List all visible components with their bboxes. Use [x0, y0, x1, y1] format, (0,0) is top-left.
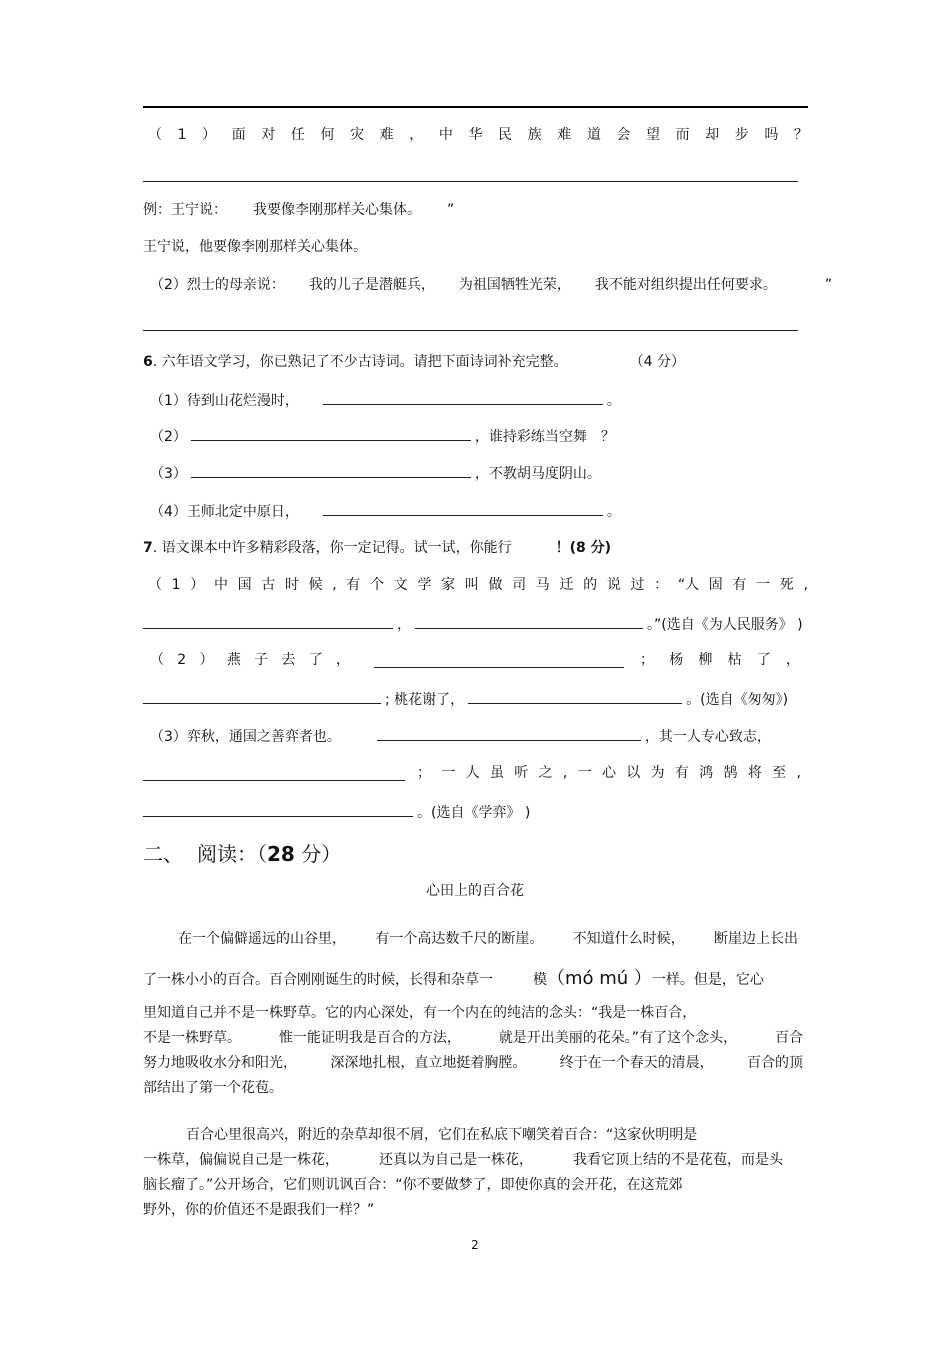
q5-example: 例：王宁说： 我要像李刚那样关心集体。 ”	[143, 202, 455, 218]
article-p1-line2: 了一株小小的百合。百合刚刚诞生的时候，长得和杂草一 模（mó mú ）一样。但是，它心	[143, 968, 764, 989]
answer-line-q5-2[interactable]	[143, 330, 798, 331]
page-number: 2	[471, 1238, 479, 1252]
answer-blank[interactable]	[468, 689, 682, 704]
article-p1-line1: 在一个偏僻遥远的山谷里， 有一个高达数千尺的断崖。 不知道什么时候， 断崖边上长出	[178, 931, 798, 947]
article-p2-line2: 一株草，偏偏说自己是一株花， 还真以为自己是一株花， 我看它顶上结的不是花苞，而是头	[143, 1152, 783, 1168]
q6-heading: 6. 六年语文学习，你已熟记了不少古诗词。请把下面诗词补充完整。 （4 分）	[143, 354, 686, 370]
q5-item1: （ 1 ） 面 对 任 何 灾 难 ， 中 华 民 族 难 道 会 望 而 却 步 吗 ？	[148, 127, 808, 143]
q5-item2: （2）烈士的母亲说： 我的儿子是潜艇兵， 为祖国牺牲光荣， 我不能对组织提出任何要求。 ”	[150, 277, 833, 293]
q7-item1-line2: ， 。”(选自《为人民服务》 )	[143, 614, 803, 634]
article-p1-line4: 不是一株野草。 惟一能证明我是百合的方法， 就是开出美丽的花朵。”有了这个念头， 百合	[143, 1030, 803, 1046]
answer-blank[interactable]	[374, 653, 624, 668]
q7-heading: 7. 语文课本中许多精彩段落，你一定记得。试一试，你能行 ！(8 分)	[143, 540, 612, 556]
article-p1-line5: 努力地吸收水分和阳光， 深深地扎根，直立地挺着胸膛。 终于在一个春天的清晨， 百合的顶	[143, 1055, 803, 1071]
article-p2-line1: 百合心里很高兴，附近的杂草却很不屑，它们在私底下嘲笑着百合：“这家伙明明是	[186, 1127, 698, 1143]
q7-item1: （ 1 ） 中 国 古 时 候 , 有 个 文 学 家 叫 做 司 马 迁 的 说 过 ： “人 固 有 一 死 ,	[148, 577, 808, 593]
article-p2-line3: 脑长瘤了。”公开场合，它们则讥讽百合：“你不要做梦了，即使你真的会开花，在这荒郊	[143, 1177, 683, 1193]
q6-line4: （4）王师北定中原日， 。	[150, 501, 621, 521]
answer-blank[interactable]	[143, 689, 381, 704]
q6-line2: （2） ，谁持彩练当空舞 ？	[150, 426, 615, 446]
article-p1-line6: 部结出了第一个花苞。	[143, 1080, 283, 1096]
answer-line-q5-1[interactable]	[143, 181, 798, 182]
article-title: 心田上的百合花	[426, 883, 524, 899]
q7-item2-line2: ; 桃花谢了， 。(选自《匆匆》)	[143, 689, 788, 709]
answer-blank[interactable]	[323, 501, 603, 516]
answer-blank[interactable]	[143, 614, 393, 629]
article-p1-line3: 里知道自己并不是一株野草。它的内心深处，有一个内在的纯洁的念头：“我是一株百合，	[143, 1005, 697, 1021]
answer-blank[interactable]	[191, 426, 471, 441]
answer-blank[interactable]	[191, 463, 471, 478]
q6-line1: （1）待到山花烂漫时， 。	[150, 390, 621, 410]
answer-blank[interactable]	[377, 726, 641, 741]
q6-line3: （3） ，不教胡马度阴山。	[150, 463, 601, 483]
section-heading: 二、 阅读：（28 分）	[143, 842, 342, 866]
q7-item3: （3）弈秋，通国之善弈者也。 ，其一人专心致志，	[150, 726, 771, 746]
article-p2-line4: 野外，你的价值还不是跟我们一样？”	[143, 1202, 375, 1218]
answer-blank[interactable]	[323, 390, 603, 405]
answer-blank[interactable]	[143, 802, 413, 817]
answer-blank[interactable]	[143, 766, 405, 781]
q5-example-answer: 王宁说，他要像李刚那样关心集体。	[143, 239, 367, 255]
top-rule	[143, 106, 808, 108]
q7-item3-line3: 。(选自《学弈》 )	[143, 802, 530, 822]
answer-blank[interactable]	[415, 614, 643, 629]
exam-page: （ 1 ） 面 对 任 何 灾 难 ， 中 华 民 族 难 道 会 望 而 却 步 吗 ？ 例：王宁说： 我要像李刚那样关心集体。 ” 王宁说，他要像李刚那样关心集体。 （2）烈士的母亲说： 我的儿子是潜艇兵， 为祖国牺牲光荣， 我不能对组织提出任何要求。 ” 6. 六年语文学习，你已熟记了不少古诗词。请把下面诗词补充完整。 （4 分） （1）待到山花烂漫时， 。 （2） ，谁持彩练当空舞 ？ （3） ，不教胡马度阴山。 （4）王师北定中原日， 。 7. 语文课本中许多精彩段落，你一定记得。试一试，你能行 ！(8 分) （ 1 ） 中 国 古 时 候 , 有 个 文 学 家 叫 做 司 马 迁 的 说 过 ： “人 固 有 一 死 , ， 。”(选自《为人民服务》 ) （ 2 ） 燕 子 去 了 ， ； 杨 柳 枯 了 ， ; 桃花谢了， 。(选自《匆匆》) （3）弈秋，通国之善弈者也。 ，其一人专心致志， ； 一 人 虽 听 之 , 一 心 以 为 有 鸿 鹄 将 至 , 。(选自《学弈》 ) 二、 阅读：（28 分） 心田上的百合花 在一个偏僻遥远的山谷里， 有一个高达数千尺的断崖。 不知道什么时候， 断崖边上长出 了一株小小的百合。百合刚刚诞生的时候，长得和杂草一 模（mó mú ）一样。但是，它心 里知道自己并不是一株野草。它的内心深处，有一个内在的纯洁的念头：“我是一株百合， 不是一株野草。 惟一能证明我是百合的方法， 就是开出美丽的花朵。”有了这个念头， 百合 努力地吸收水分和阳光， 深深地扎根，直立地挺着胸膛。 终于在一个春天的清晨， 百合的顶 部结出了第一个花苞。 百合心里很高兴，附近的杂草却很不屑，它们在私底下嘲笑着百合：“这家伙明明是 一株草，偏偏说自己是一株花， 还真以为自己是一株花， 我看它顶上结的不是花苞，而是头 脑长瘤了。”公开场合，它们则讥讽百合：“你不要做梦了，即使你真的会开花，在这荒郊 野外，你的价值还不是跟我们一样？” 2	[0, 0, 950, 1345]
